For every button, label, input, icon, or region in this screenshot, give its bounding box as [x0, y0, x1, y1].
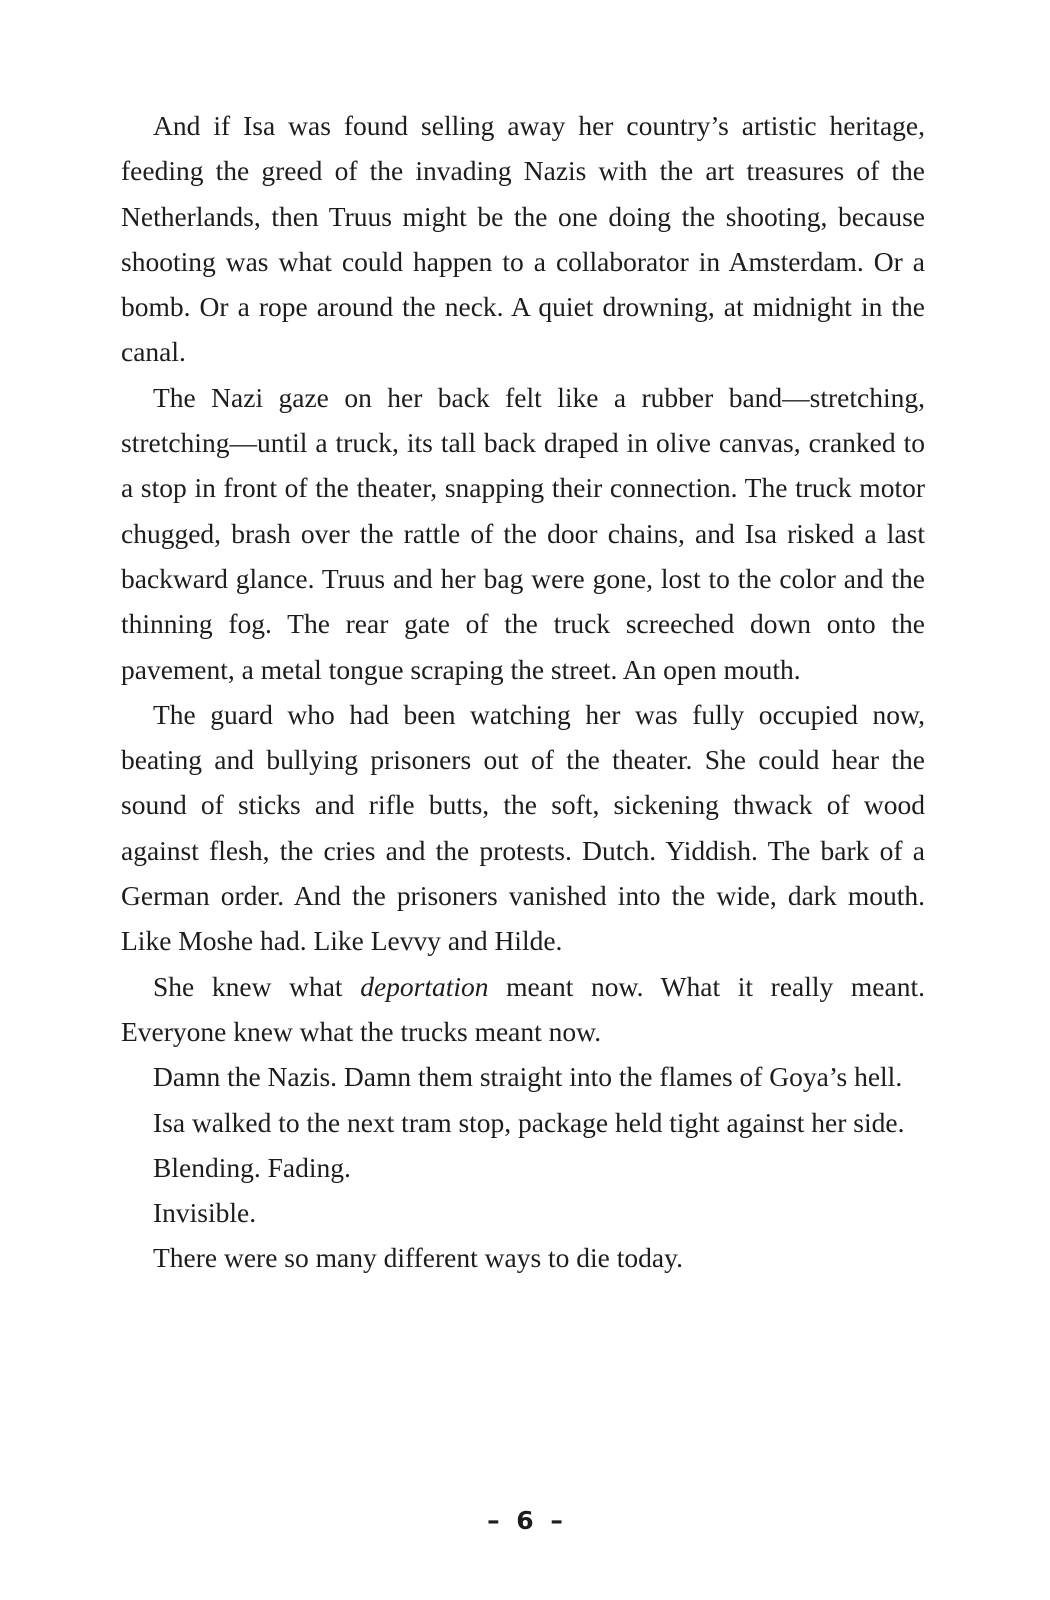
- page-number: – 6 –: [487, 1506, 563, 1535]
- paragraph: [121, 1190, 925, 1235]
- text-run: meant now. What it really meant. Everyone knew what the trucks meant now.: [121, 970, 925, 1047]
- paragraph: [121, 964, 925, 1055]
- text-run: She knew what: [153, 970, 361, 1002]
- text-run: Isa walked to the next tram stop, package held tight against her side.: [153, 1106, 905, 1138]
- text-run: And if Isa was found selling away her country’s artistic heritage, feeding the greed of the invading Nazis with the art treasures of the Netherlands, then Truus might be the one doing the shooting, because shooting was what could happen to a collaborator in Amsterdam. Or a bomb. Or a rope around the neck. A quiet drowning, at midnight in the canal.: [121, 110, 925, 368]
- paragraph: [121, 375, 925, 692]
- italic-text: deportation: [360, 970, 489, 1002]
- paragraph: [121, 1145, 925, 1190]
- paragraph: [121, 103, 925, 375]
- paragraph: [121, 692, 925, 964]
- paragraph: [121, 1100, 925, 1145]
- text-run: Invisible.: [153, 1197, 257, 1229]
- text-run: The guard who had been watching her was fully occupied now, beating and bullying prisoners out of the theater. She could hear the sound of sticks and rifle butts, the soft, sickening thwack of wood against flesh, the cries and the protests. Dutch. Yiddish. The bark of a German order. And the prisoners vanished into the wide, dark mouth. Like Moshe had. Like Levvy and Hilde.: [121, 698, 925, 957]
- body-text: [121, 103, 925, 1281]
- text-run: Damn the Nazis. Damn them straight into the flames of Goya’s hell.: [153, 1061, 903, 1093]
- text-run: Blending. Fading.: [153, 1151, 351, 1183]
- paragraph: [121, 1235, 925, 1280]
- text-run: There were so many different ways to die today.: [153, 1242, 683, 1274]
- paragraph: [121, 1054, 925, 1099]
- text-run: The Nazi gaze on her back felt like a rubber band—stretching, stretching—until a truck, its tall back draped in olive canvas, cranked to a stop in front of the theater, snapping their connection. The truck motor chugged, brash over the rattle of the door chains, and Isa risked a last backward glance. Truus and her bag were gone, lost to the color and the thinning fog. The rear gate of the truck screeched down onto the pavement, a metal tongue scraping the street. An open mouth.: [121, 381, 925, 685]
